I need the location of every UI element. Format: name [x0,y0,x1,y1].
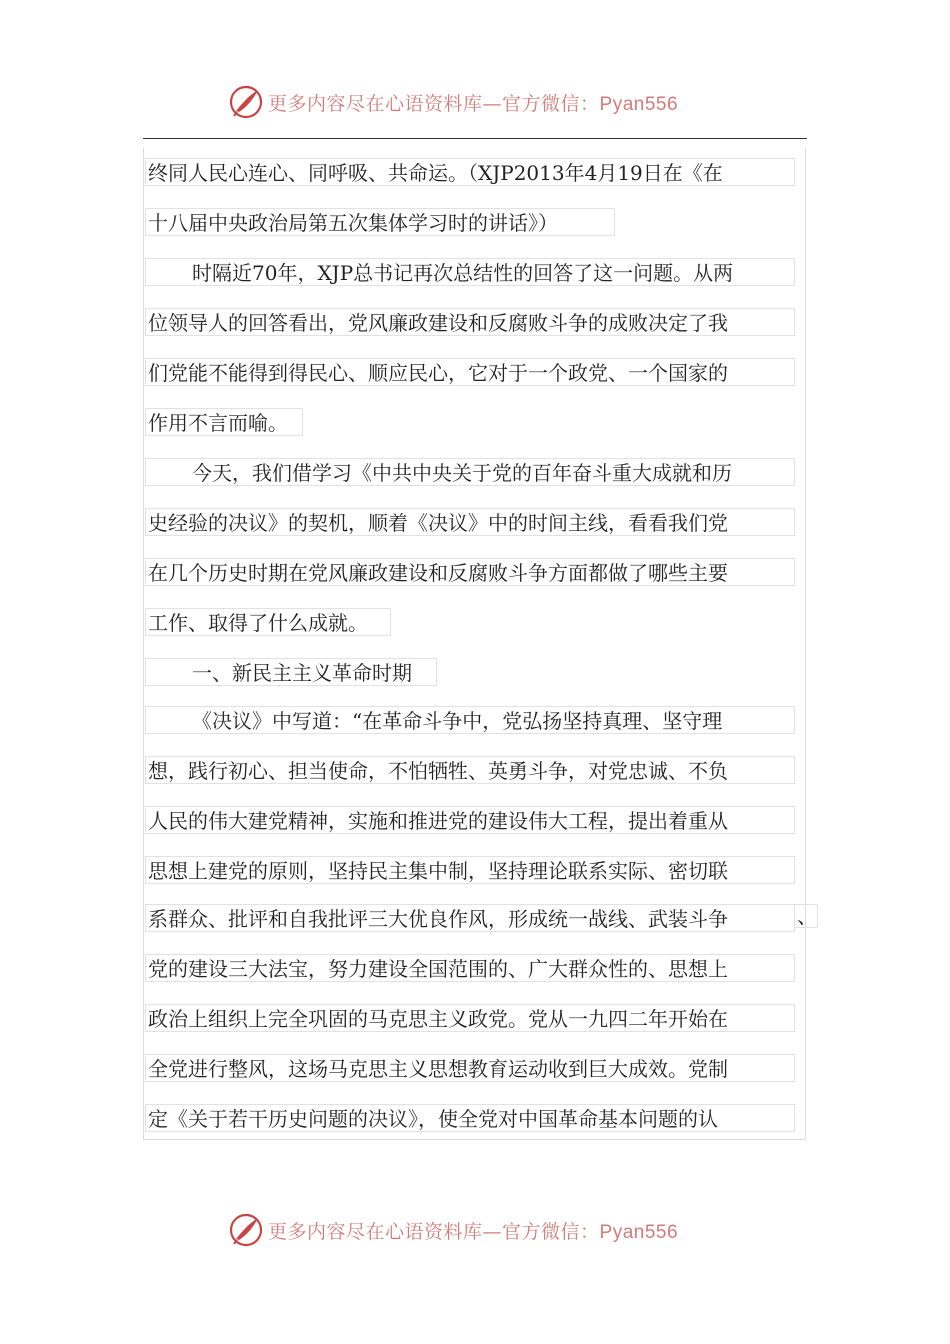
footer-banner [228,1210,748,1250]
text-line: 十八届中央政治局第五次集体学习时的讲话》） [145,208,615,236]
text-line: 史经验的决议》的契机，顺着《决议》中的时间主线，看看我们党 [145,508,795,536]
header-divider [143,138,807,139]
text-line: 工作、取得了什么成就。 [145,608,391,636]
text-line: 人民的伟大建党精神，实施和推进党的建设伟大工程，提出着重从 [145,806,795,834]
text-line: 在几个历史时期在党风廉政建设和反腐败斗争方面都做了哪些主要 [145,558,795,586]
quill-pen-logo-icon [228,1212,264,1248]
banner-title: 更多内容尽在心语资料库—官方微信： [268,1220,600,1243]
header-banner [228,82,748,122]
wechat-id: Pyan556 [599,1221,679,1243]
wechat-id: Pyan556 [599,93,679,115]
text-line: 作用不言而喻。 [145,408,303,436]
banner-text [268,89,678,116]
text-line-overflow: 、 [794,904,818,928]
text-line: 想，践行初心、担当使命，不怕牺牲、英勇斗争，对党忠诚、不负 [145,756,795,784]
text-line: 们党能不能得到得民心、顺应民心，它对于一个政党、一个国家的 [145,358,795,386]
section-heading: 一、新民主主义革命时期 [145,658,437,686]
text-line: 今天，我们借学习《中共中央关于党的百年奋斗重大成就和历 [145,458,795,486]
text-line: 系群众、批评和自我批评三大优良作风，形成统一战线、武装斗争 [145,904,795,932]
text-line: 思想上建党的原则，坚持民主集中制，坚持理论联系实际、密切联 [145,856,795,884]
text-frame [143,148,806,1140]
text-line: 终同人民心连心、同呼吸、共命运。（XJP2013年4月19日在《在 [145,158,795,186]
text-line: 党的建设三大法宝，努力建设全国范围的、广大群众性的、思想上 [145,954,795,982]
text-line: 《决议》中写道：“在革命斗争中，党弘扬坚持真理、坚守理 [145,706,795,734]
text-line: 全党进行整风，这场马克思主义思想教育运动收到巨大成效。党制 [145,1054,795,1082]
banner-text [268,1217,678,1244]
text-line: 定《关于若干历史问题的决议》，使全党对中国革命基本问题的认 [145,1104,795,1132]
banner-title: 更多内容尽在心语资料库—官方微信： [268,92,600,115]
text-line: 时隔近70年，XJP总书记再次总结性的回答了这一问题。从两 [145,258,795,286]
text-line: 政治上组织上完全巩固的马克思主义政党。党从一九四二年开始在 [145,1004,795,1032]
quill-pen-logo-icon [228,84,264,120]
text-line: 位领导人的回答看出，党风廉政建设和反腐败斗争的成败决定了我 [145,308,795,336]
